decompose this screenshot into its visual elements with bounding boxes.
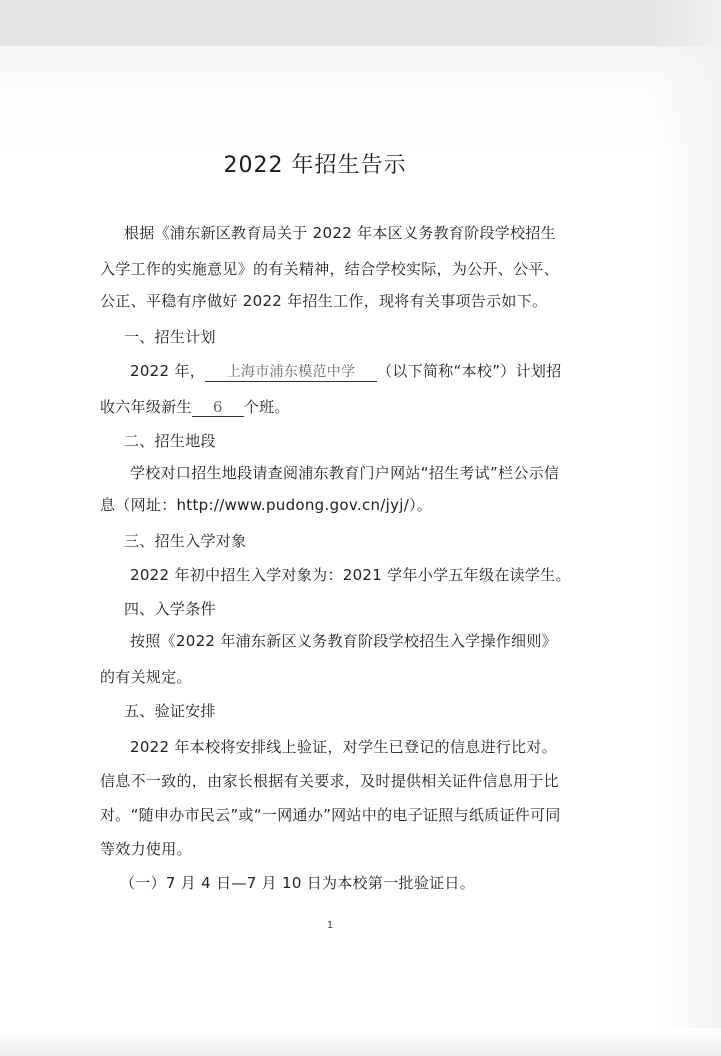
section-1-heading: 一、招生计划 [124,328,216,346]
section-5-line-2: 信息不一致的，由家长根据有关要求，及时提供相关证件信息用于比 [100,772,560,790]
section-2-line-1: 学校对口招生地段请查阅浦东教育门户网站“招生考试”栏公示信 [130,464,560,482]
class-unit-text: 个班。 [243,398,290,416]
bottom-shadow [0,1028,721,1056]
school-name-field: 上海市浦东模范中学 [205,363,377,382]
section-4-line-1: 按照《2022 年浦东新区义务教育阶段学校招生入学操作细则》 [130,632,557,650]
plan-suffix-text: （以下简称“本校”）计划招 [377,362,562,380]
section-5-heading: 五、验证安排 [124,702,216,720]
section-1-line-2 [100,396,290,417]
document-title: 2022 年招生告示 [223,153,407,178]
top-shadow [0,0,721,46]
section-5-item-1: （一）7 月 4 日—7 月 10 日为本校第一批验证日。 [120,874,476,892]
section-1-line-1 [130,360,562,382]
section-4-line-2: 的有关规定。 [100,668,192,686]
enroll-text: 收六年级新生 [100,398,192,416]
section-5-line-1: 2022 年本校将安排线上验证，对学生已登记的信息进行比对。 [130,738,557,756]
section-3-line-1: 2022 年初中招生入学对象为：2021 学年小学五年级在读学生。 [130,566,571,584]
class-count-field: 6 [192,398,244,417]
section-3-heading: 三、招生入学对象 [124,532,247,550]
intro-line-1: 根据《浦东新区教育局关于 2022 年本区义务教育阶段学校招生 [124,224,557,242]
section-4-heading: 四、入学条件 [124,600,216,618]
page-number: 1 [326,920,334,931]
section-2-heading: 二、招生地段 [124,432,216,450]
section-2-line-2: 息（网址：http://www.pudong.gov.cn/jyj/）。 [100,496,433,514]
right-edge-shadow [651,0,721,1056]
intro-line-2: 入学工作的实施意见》的有关精神，结合学校实际，为公开、公平、 [100,260,560,278]
plan-year-text: 2022 年， [130,362,206,380]
section-5-line-3: 对。“随申办市民云”或“一网通办”网站中的电子证照与纸质证件可同 [100,806,561,824]
section-5-line-4: 等效力使用。 [100,840,192,858]
intro-line-3: 公正、平稳有序做好 2022 年招生工作，现将有关事项告示如下。 [100,292,548,310]
